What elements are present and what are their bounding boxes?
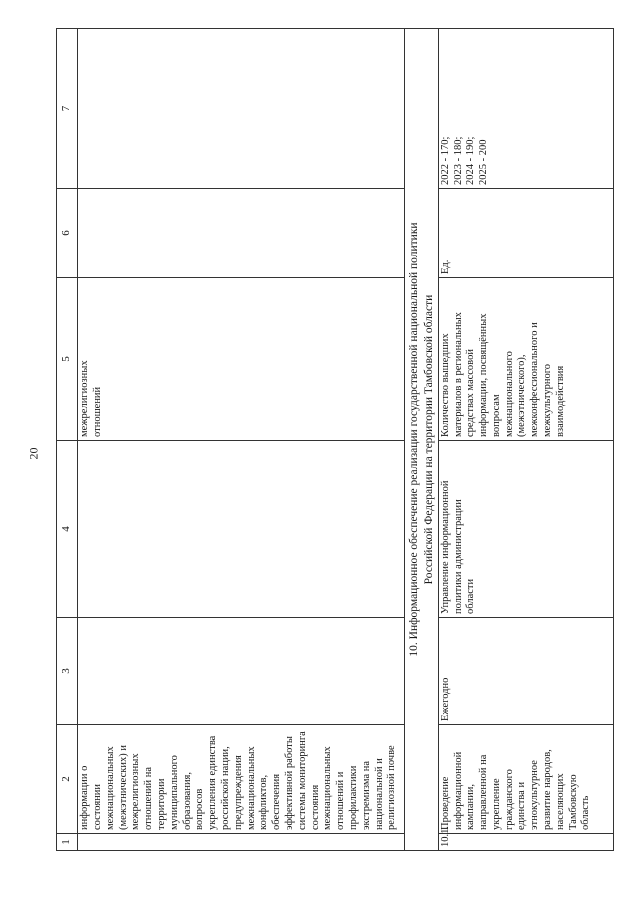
header-col-6: 6 (57, 189, 78, 278)
cell-unit: Ед. (438, 189, 613, 278)
cell-term: Ежегодно (438, 618, 613, 725)
page-number: 20 (26, 447, 41, 460)
cell-executor: Управление информационной политики администрации области (438, 441, 613, 618)
cell-indicator: Количество вышедших материалов в региональных средствах массовой информации, посвящённых вопросам межнационального (межэтнического), межконфессионального и межкультурного взаимодействия (438, 278, 613, 441)
table-row-10-1 (438, 29, 613, 851)
section-row (405, 29, 438, 851)
header-col-5: 5 (57, 278, 78, 441)
cell-executor (78, 441, 405, 618)
cell-term (78, 618, 405, 725)
header-col-2: 2 (57, 725, 78, 834)
cell-indicator: межрелигиозных отношений (78, 278, 405, 441)
header-col-7: 7 (57, 29, 78, 189)
cell-measure: информации о состоянии межнациональных (межэтнических) и межрелигиозных отношений на территории муниципального образования, вопросов укрепления единства российской нации, предупреждения межнациональных конфликтов, обеспечения эффективной работы системы мониторинга состояния межнациональных отношений и профилактики экстремизма на национальной и религиозной почве (78, 725, 405, 834)
rotated-table-container (56, 36, 614, 851)
section-title: 10. Информационное обеспечение реализации государственной национальной политики Российской Федерации на территории Тамбовской области (405, 29, 438, 851)
cell-number (78, 834, 405, 851)
table-frame (56, 36, 614, 851)
plan-table (56, 28, 614, 851)
cell-unit (78, 189, 405, 278)
cell-values (78, 29, 405, 189)
header-col-4: 4 (57, 441, 78, 618)
header-col-3: 3 (57, 618, 78, 725)
header-row (57, 29, 78, 851)
header-col-1: 1 (57, 834, 78, 851)
cell-number: 10.1. (438, 834, 613, 851)
table-row-continuation (78, 29, 405, 851)
cell-measure: Проведение информационной кампании, направленной на укрепление гражданского единства и этнокультурное развитие народов, населяющих Тамбовскую область (438, 725, 613, 834)
cell-values: 2022 - 170; 2023 - 180; 2024 - 190; 2025 - 200 (438, 29, 613, 189)
